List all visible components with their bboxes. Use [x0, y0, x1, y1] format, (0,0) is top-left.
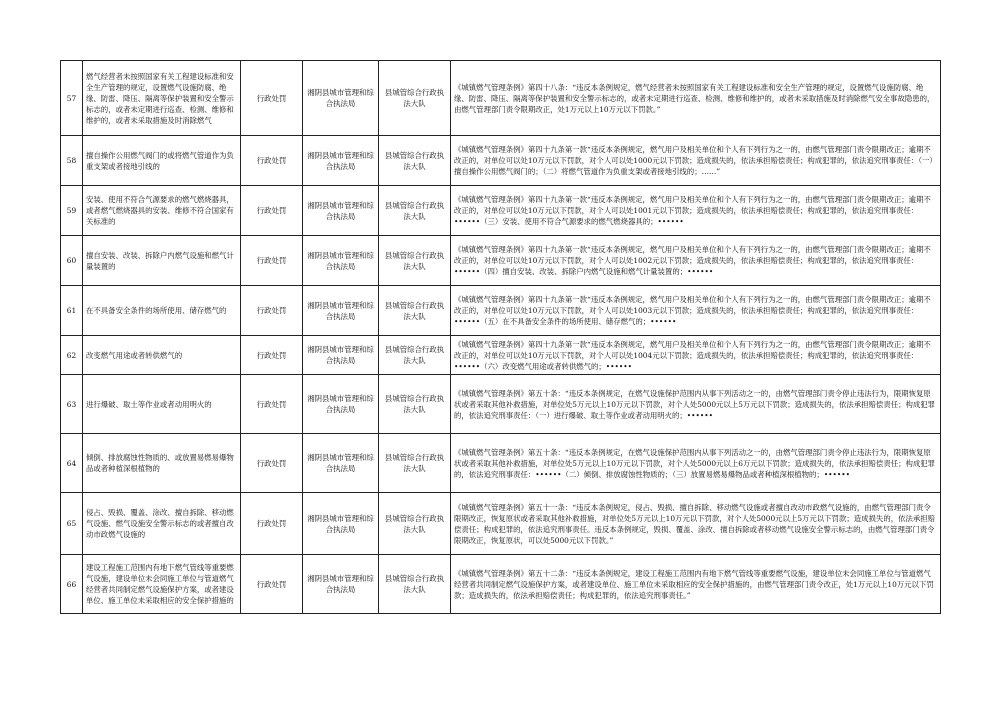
action-type [241, 186, 303, 236]
enforcement-department-text: 湘阴县城市管理和综合执法局 [307, 150, 374, 171]
enforcement-department [303, 555, 379, 614]
enforcement-unit-text: 县城管综合行政执法大队 [384, 345, 445, 365]
enforcement-unit [379, 555, 451, 614]
row-number [61, 286, 83, 336]
legal-basis [451, 493, 941, 555]
enforcement-unit-text: 县城管综合行政执法大队 [384, 150, 445, 171]
violation-item [83, 286, 241, 336]
violation-item-text: 擅自操作公用燃气阀门的或将燃气管道作为负重支架或者接地引线的 [86, 150, 234, 171]
violation-item-text: 在不具备安全条件的场所使用、储存燃气的 [86, 306, 227, 315]
violation-item [83, 236, 241, 286]
enforcement-department-text: 湘阴县城市管理和综合执法局 [307, 513, 374, 534]
row-number-text: 63 [66, 399, 77, 409]
enforcement-department [303, 186, 379, 236]
enforcement-department [303, 61, 379, 136]
enforcement-department [303, 375, 379, 434]
row-number [61, 136, 83, 186]
action-type-text: 行政处罚 [256, 519, 287, 528]
row-number-text: 64 [66, 458, 77, 468]
table-row [61, 186, 941, 236]
enforcement-unit [379, 61, 451, 136]
enforcement-unit-text: 县城管综合行政执法大队 [384, 394, 445, 414]
action-type [241, 375, 303, 434]
legal-basis-text: 《城镇燃气管理条例》第四十九条第一款“违反本条例规定，燃气用户及相关单位和个人有下列行为之一的，由燃气管理部门责令限期改正；逾期不改正的，对单位可以处10万元以下罚款，对个人可以处1003元以下罚款；造成损失的，依法承担赔偿责任；构成犯罪的，依法追究刑事责任：••••••（五）在不具备安全条件的场所使用、储存燃气的；•••••• [454, 295, 931, 326]
enforcement-department-text: 湘阴县城市管理和综合执法局 [307, 88, 374, 108]
legal-basis [451, 375, 941, 434]
row-number-text: 61 [66, 306, 77, 315]
action-type [241, 336, 303, 375]
action-type [241, 236, 303, 286]
legal-basis [451, 236, 941, 286]
violation-item [83, 336, 241, 375]
table-row [61, 434, 941, 493]
row-number-text: 62 [66, 350, 77, 360]
row-number [61, 61, 83, 136]
violation-item-text: 改变燃气用途或者转供燃气的 [86, 350, 183, 360]
action-type-text: 行政处罚 [256, 458, 287, 468]
enforcement-department-text: 湘阴县城市管理和综合执法局 [307, 200, 374, 221]
legal-basis [451, 286, 941, 336]
violation-item-text: 进行爆破、取土等作业或者动用明火的 [86, 399, 212, 409]
enforcement-unit [379, 434, 451, 493]
action-type-text: 行政处罚 [256, 579, 287, 589]
legal-basis-text: 《城镇燃气管理条例》第四十九条第一款“违反本条例规定，燃气用户及相关单位和个人有下列行为之一的，由燃气管理部门责令限期改正；逾期不改正的，对单位可以处10万元以下罚款，对个人可以处1001元以下罚款；造成损失的，依法承担赔偿责任；构成犯罪的，依法追究刑事责任：••••••（三）安装、使用不符合气源要求的燃气燃烧器具的；•••••• [454, 195, 931, 226]
enforcement-department [303, 493, 379, 555]
action-type-text: 行政处罚 [256, 206, 287, 215]
table-row [61, 555, 941, 614]
row-number [61, 375, 83, 434]
action-type-text: 行政处罚 [256, 156, 287, 165]
enforcement-department-text: 湘阴县城市管理和综合执法局 [307, 345, 374, 365]
violation-item [83, 493, 241, 555]
enforcement-unit [379, 186, 451, 236]
table-body [61, 61, 941, 614]
table-row [61, 236, 941, 286]
row-number [61, 434, 83, 493]
table-row [61, 336, 941, 375]
enforcement-unit [379, 236, 451, 286]
table-row [61, 375, 941, 434]
action-type [241, 136, 303, 186]
legal-basis [451, 336, 941, 375]
action-type-text: 行政处罚 [256, 93, 287, 103]
enforcement-department [303, 136, 379, 186]
violation-item [83, 186, 241, 236]
legal-basis-text: 《城镇燃气管理条例》第五十条：“违反本条例规定，在燃气设施保护范围内从事下列活动之一的，由燃气管理部门责令停止违法行为，限期恢复原状或者采取其他补救措施，对单位处5万元以上10万元以下罚款，对个人处5000元以上6万元以下罚款；造成损失的，依法承担赔偿责任；构成犯罪的，依法追究刑事责任：••••••（二）倾倒、排放腐蚀性物质的；（三）放置易燃易爆物品或者种植深根植物的；•••••• [454, 447, 936, 479]
violation-item [83, 434, 241, 493]
action-type-text: 行政处罚 [256, 399, 287, 409]
enforcement-department-text: 湘阴县城市管理和综合执法局 [307, 250, 374, 271]
enforcement-department [303, 336, 379, 375]
violation-item-text: 倾倒、排放腐蚀性物质的、或放置易燃易爆物品或者种植深根植物的 [86, 453, 234, 473]
violation-item-text: 侵占、毁损、覆盖、涂改、擅自拆除、移动燃气设施、燃气设施安全警示标志的或者擅自改动市政燃气设施的 [86, 508, 234, 539]
enforcement-unit [379, 336, 451, 375]
enforcement-unit [379, 375, 451, 434]
table-row [61, 286, 941, 336]
action-type [241, 493, 303, 555]
violation-item [83, 136, 241, 186]
row-number-text: 58 [66, 156, 77, 165]
enforcement-unit [379, 493, 451, 555]
legal-basis [451, 61, 941, 136]
enforcement-unit-text: 县城管综合行政执法大队 [384, 88, 445, 108]
enforcement-department [303, 434, 379, 493]
violation-item-text: 擅自安装、改装、拆除户内燃气设施和燃气计量装置的 [86, 250, 234, 271]
enforcement-unit-text: 县城管综合行政执法大队 [384, 300, 445, 321]
document-page [60, 60, 940, 614]
action-type-text: 行政处罚 [256, 306, 287, 315]
enforcement-unit-text: 县城管综合行政执法大队 [384, 200, 445, 221]
legal-basis-text: 《城镇燃气管理条例》第四十八条：“违反本条例规定，燃气经营者未按照国家有关工程建设标准和安全生产管理的规定，设置燃气设施防腐、绝缘、防雷、降压、隔离等保护装置和安全警示标志的，或者未定期进行巡查、检测、维修和维护的，或者未采取措施及时消除燃气安全事故隐患的，由燃气管理部门责令限期改正，处1万元以上10万元以下罚款。” [454, 82, 935, 114]
enforcement-department-text: 湘阴县城市管理和综合执法局 [307, 453, 374, 473]
violation-item-text: 建设工程施工范围内有地下燃气管线等重要燃气设施，建设单位未会同施工单位与管道燃气经营者共同制定燃气设施保护方案，或者建设单位、施工单位未采取相应的安全保护措施的 [86, 563, 234, 605]
enforcement-department-text: 湘阴县城市管理和综合执法局 [307, 300, 374, 321]
enforcement-department-text: 湘阴县城市管理和综合执法局 [307, 574, 374, 594]
row-number [61, 493, 83, 555]
row-number-text: 60 [66, 256, 77, 265]
enforcement-unit [379, 136, 451, 186]
violation-item [83, 555, 241, 614]
enforcement-unit-text: 县城管综合行政执法大队 [384, 574, 445, 594]
action-type [241, 555, 303, 614]
enforcement-unit-text: 县城管综合行政执法大队 [384, 513, 445, 534]
row-number [61, 236, 83, 286]
row-number [61, 555, 83, 614]
row-number-text: 57 [66, 93, 77, 103]
violation-item-text: 安装、使用不符合气源要求的燃气燃烧器具，或者燃气燃烧器具的安装、维修不符合国家有关标准的 [86, 195, 234, 226]
legal-basis-text: 《城镇燃气管理条例》第五十条：“违反本条例规定，在燃气设施保护范围内从事下列活动之一的，由燃气管理部门责令停止违法行为，限期恢复原状或者采取其他补救措施，对单位处5万元以上10万元以下罚款，对个人处5000元以上5万元以下罚款；造成损失的，依法承担赔偿责任；构成犯罪的，依法追究刑事责任：（一）进行爆破、取土等作业或者动用明火的；•••••• [454, 388, 936, 420]
action-type-text: 行政处罚 [256, 350, 287, 360]
row-number-text: 65 [66, 519, 77, 528]
action-type [241, 434, 303, 493]
table-row [61, 61, 941, 136]
enforcement-unit [379, 286, 451, 336]
row-number-text: 59 [66, 206, 77, 215]
row-number [61, 336, 83, 375]
enforcement-department-text: 湘阴县城市管理和综合执法局 [307, 394, 374, 414]
enforcement-unit-text: 县城管综合行政执法大队 [384, 250, 445, 271]
legal-basis [451, 434, 941, 493]
table-row [61, 493, 941, 555]
table-row [61, 136, 941, 186]
action-type [241, 61, 303, 136]
action-type-text: 行政处罚 [256, 256, 287, 265]
legal-basis [451, 555, 941, 614]
row-number-text: 66 [66, 579, 77, 589]
legal-basis-text: 《城镇燃气管理条例》第五十二条：“违反本条例规定，建设工程施工范围内有地下燃气管线等重要燃气设施，建设单位未会同施工单位与管道燃气经营者共同制定燃气设施保护方案，或者建设单位、施工单位未采取相应的安全保护措施的，由燃气管理部门责令改正，处1万元以上10万元以下罚款；造成损失的，依法承担赔偿责任；构成犯罪的，依法追究刑事责任。” [454, 568, 934, 600]
violation-item [83, 61, 241, 136]
legal-basis-text: 《城镇燃气管理条例》第四十九条第一款“违反本条例规定，燃气用户及相关单位和个人有下列行为之一的，由燃气管理部门责令限期改正；逾期不改正的，对单位可以处10万元以下罚款，对个人可以处1004元以下罚款；造成损失的，依法承担赔偿责任；构成犯罪的，依法追究刑事责任：••••••（六）改变燃气用途或者转供燃气的；•••••• [454, 339, 931, 371]
enforcement-department [303, 236, 379, 286]
penalty-table [60, 60, 941, 614]
legal-basis [451, 136, 941, 186]
action-type [241, 286, 303, 336]
enforcement-department [303, 286, 379, 336]
legal-basis [451, 186, 941, 236]
legal-basis-text: 《城镇燃气管理条例》第四十九条第一款“违反本条例规定，燃气用户及相关单位和个人有下列行为之一的，由燃气管理部门责令限期改正；逾期不改正的，对单位可以处10万元以下罚款，对个人可以处1002元以下罚款；造成损失的，依法承担赔偿责任；构成犯罪的，依法追究刑事责任：••••••（四）擅自安装、改装、拆除户内燃气设施和燃气计量装置的；•••••• [454, 245, 931, 276]
legal-basis-text: 《城镇燃气管理条例》第四十九条第一款“违反本条例规定，燃气用户及相关单位和个人有下列行为之一的，由燃气管理部门责令限期改正；逾期不改正的，对单位可以处10万元以下罚款，对个人可以处1000元以下罚款；造成损失的，依法承担赔偿责任；构成犯罪的，依法追究刑事责任：（一）擅自操作公用燃气阀门的；（二）将燃气管道作为负重支架或者接地引线的；……” [454, 145, 937, 176]
legal-basis-text: 《城镇燃气管理条例》第五十一条：“违反本条例规定，侵占、毁损、擅自拆除、移动燃气设施或者擅自改动市政燃气设施的，由燃气管理部门责令限期改正，恢复原状或者采取其他补救措施，对单位处5万元以上10万元以下罚款，对个人处5000元以上5万元以下罚款；造成损失的，依法承担赔偿责任；构成犯罪的，依法追究刑事责任。违反本条例规定，毁损、覆盖、涂改、擅自拆除或者移动燃气设施安全警示标志的，由燃气管理部门责令限期改正，恢复原状，可以处5000元以下罚款。” [454, 502, 936, 545]
violation-item [83, 375, 241, 434]
enforcement-unit-text: 县城管综合行政执法大队 [384, 453, 445, 473]
row-number [61, 186, 83, 236]
violation-item-text: 燃气经营者未按照国家有关工程建设标准和安全生产管理的规定，设置燃气设施防腐、绝缘、防雷、降压、隔离等保护装置和安全警示标志的，或者未定期进行巡查、检测、维修和维护的，或者未采取措施及时消除燃气 [86, 71, 234, 125]
